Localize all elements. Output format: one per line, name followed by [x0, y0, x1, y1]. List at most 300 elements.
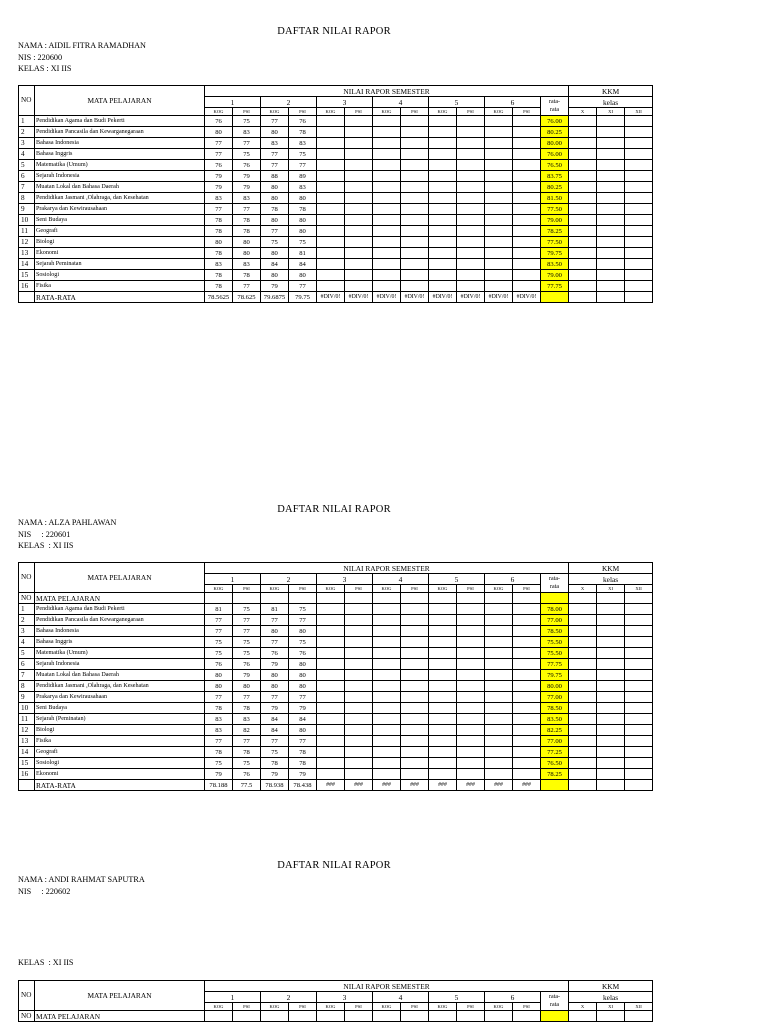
empty-cell: [373, 204, 401, 215]
empty-cell: [289, 593, 317, 604]
average-value: ###: [373, 780, 401, 791]
header-row: [19, 563, 709, 574]
table-row: [19, 648, 709, 659]
empty-cell: [373, 681, 401, 692]
subject-name: Geografi: [35, 226, 205, 237]
empty-cell: [625, 193, 653, 204]
table-row: [19, 138, 709, 149]
empty-cell: [401, 160, 429, 171]
empty-cell: [373, 637, 401, 648]
subject-name: Pendidikan Pancasila dan Kewarganegaraan: [35, 615, 205, 626]
empty-cell: [569, 171, 597, 182]
empty-cell: [19, 780, 35, 791]
semester-number-header: 1: [205, 97, 261, 108]
kkm-class-column-header: XI: [597, 108, 625, 116]
empty-cell: [429, 725, 457, 736]
empty-cell: [625, 226, 653, 237]
row-number: 14: [19, 747, 35, 758]
empty-cell: [373, 160, 401, 171]
empty-cell: [317, 248, 345, 259]
empty-cell: [373, 736, 401, 747]
average-value: 78.188: [205, 780, 233, 791]
empty-cell: [317, 138, 345, 149]
empty-cell: [317, 670, 345, 681]
average-header-line: rata: [550, 584, 560, 590]
grade-cell: 83: [233, 127, 261, 138]
row-number: 5: [19, 648, 35, 659]
empty-cell: [429, 171, 457, 182]
average-cell: 83.50: [541, 259, 569, 270]
table-row: [19, 659, 709, 670]
empty-cell: [373, 758, 401, 769]
average-header-line: rata-: [549, 99, 561, 105]
column-header-subject: MATA PELAJARAN: [35, 563, 205, 593]
average-header-line: rata-: [549, 994, 561, 1000]
empty-cell: [429, 1011, 457, 1022]
student-class-line: KELAS : XI IIS: [18, 958, 74, 967]
empty-cell: [625, 204, 653, 215]
subject-name: Sejarah Indonesia: [35, 171, 205, 182]
grade-cell: 76: [233, 769, 261, 780]
empty-cell: [429, 149, 457, 160]
average-header-line: rata-: [549, 576, 561, 582]
average-value: #DIV/0!: [373, 292, 401, 303]
student-info: [18, 517, 116, 552]
empty-cell: [429, 127, 457, 138]
table-row: [19, 703, 709, 714]
empty-cell: [401, 259, 429, 270]
empty-cell: [513, 725, 541, 736]
subject-name: Bahasa Inggris: [35, 637, 205, 648]
average-cell: 80.00: [541, 681, 569, 692]
semester-number-header: 5: [429, 574, 485, 585]
grade-cell: 79: [205, 182, 233, 193]
average-cell: 75.50: [541, 648, 569, 659]
empty-cell: [457, 116, 485, 127]
empty-cell: [429, 237, 457, 248]
grade-cell: 79: [233, 171, 261, 182]
empty-cell: [513, 659, 541, 670]
empty-cell: [625, 248, 653, 259]
average-header: [541, 992, 569, 1011]
empty-cell: [345, 659, 373, 670]
empty-cell: [429, 604, 457, 615]
empty-cell: [569, 182, 597, 193]
empty-cell: [289, 1011, 317, 1022]
average-value: ###: [513, 780, 541, 791]
average-value: ###: [429, 780, 457, 791]
semester-number-header: 1: [205, 574, 261, 585]
grade-cell: 81: [205, 604, 233, 615]
kkm-class-column-header: XII: [625, 585, 653, 593]
empty-cell: [569, 747, 597, 758]
grade-cell: 77: [233, 736, 261, 747]
table-row: [19, 116, 709, 127]
empty-cell: [317, 193, 345, 204]
subject-name: Matematika (Umum): [35, 648, 205, 659]
average-cell: 77.50: [541, 237, 569, 248]
kkm-class-header: kelas: [569, 97, 653, 108]
psi-header: PSI: [345, 1003, 373, 1011]
empty-cell: [345, 226, 373, 237]
subject-name: Biologi: [35, 725, 205, 736]
empty-cell: [513, 116, 541, 127]
semester-number-header: 5: [429, 97, 485, 108]
grade-cell: 80: [205, 681, 233, 692]
empty-cell: [317, 149, 345, 160]
empty-cell: [429, 692, 457, 703]
empty-cell: [429, 593, 457, 604]
empty-cell: [485, 758, 513, 769]
psi-header: PSI: [289, 585, 317, 593]
empty-cell: [429, 248, 457, 259]
average-cell: 83.50: [541, 714, 569, 725]
repeat-header-subject: MATA PELAJARAN: [35, 593, 205, 604]
table-row: [19, 204, 709, 215]
empty-cell: [513, 160, 541, 171]
empty-cell: [597, 758, 625, 769]
empty-cell: [345, 769, 373, 780]
empty-cell: [373, 593, 401, 604]
empty-cell: [597, 604, 625, 615]
subject-name: Sosiologi: [35, 758, 205, 769]
empty-cell: [373, 270, 401, 281]
empty-cell: [345, 626, 373, 637]
table-row: [19, 692, 709, 703]
empty-cell: [401, 281, 429, 292]
table-row: [19, 248, 709, 259]
empty-cell: [401, 670, 429, 681]
empty-cell: [597, 204, 625, 215]
average-value: ###: [345, 780, 373, 791]
empty-cell: [345, 736, 373, 747]
grade-cell: 79: [289, 703, 317, 714]
row-number: 6: [19, 659, 35, 670]
column-header-subject: MATA PELAJARAN: [35, 981, 205, 1011]
grade-cell: 77: [205, 204, 233, 215]
row-number: 2: [19, 127, 35, 138]
empty-cell: [569, 281, 597, 292]
empty-cell: [429, 182, 457, 193]
grade-cell: 75: [205, 637, 233, 648]
grade-cell: 76: [205, 116, 233, 127]
empty-cell: [457, 604, 485, 615]
empty-cell: [569, 769, 597, 780]
grade-cell: 80: [289, 270, 317, 281]
average-value: 79.75: [289, 292, 317, 303]
empty-cell: [569, 637, 597, 648]
empty-cell: [317, 160, 345, 171]
subject-name: Fisika: [35, 736, 205, 747]
empty-cell: [485, 714, 513, 725]
empty-cell: [429, 758, 457, 769]
semester-number-header: 6: [485, 97, 541, 108]
table-row: [19, 736, 709, 747]
average-value: 78.5625: [205, 292, 233, 303]
average-cell: 78.25: [541, 769, 569, 780]
row-number: 12: [19, 237, 35, 248]
table-row: [19, 149, 709, 160]
empty-cell: [345, 116, 373, 127]
semester-number-header: 2: [261, 992, 317, 1003]
empty-cell: [401, 747, 429, 758]
empty-cell: [485, 736, 513, 747]
table-row: [19, 714, 709, 725]
empty-cell: [485, 171, 513, 182]
empty-cell: [569, 204, 597, 215]
empty-cell: [401, 226, 429, 237]
subject-name: Seni Budaya: [35, 703, 205, 714]
empty-cell: [597, 127, 625, 138]
empty-cell: [317, 615, 345, 626]
empty-cell: [317, 226, 345, 237]
grade-cell: 80: [289, 215, 317, 226]
row-number: 4: [19, 637, 35, 648]
empty-cell: [597, 648, 625, 659]
grade-cell: 77: [261, 637, 289, 648]
grade-cell: 75: [205, 648, 233, 659]
empty-cell: [317, 637, 345, 648]
grade-cell: 77: [261, 736, 289, 747]
subject-name: Ekonomi: [35, 248, 205, 259]
empty-cell: [373, 615, 401, 626]
empty-cell: [513, 626, 541, 637]
subject-name: Pendidikan Jasmani ,Olahraga, dan Kesehatan: [35, 681, 205, 692]
empty-cell: [625, 593, 653, 604]
empty-cell: [317, 1011, 345, 1022]
subject-name: Ekonomi: [35, 769, 205, 780]
empty-cell: [429, 670, 457, 681]
grade-cell: 79: [233, 670, 261, 681]
average-value: ###: [401, 780, 429, 791]
psi-header: PSI: [457, 585, 485, 593]
kog-header: KOG: [429, 108, 457, 116]
empty-cell: [457, 659, 485, 670]
grade-cell: 75: [289, 149, 317, 160]
empty-cell: [513, 193, 541, 204]
empty-cell: [513, 593, 541, 604]
empty-cell: [457, 193, 485, 204]
row-number: 1: [19, 116, 35, 127]
kkm-group-header: KKM: [569, 981, 653, 992]
empty-cell: [485, 182, 513, 193]
empty-cell: [513, 637, 541, 648]
row-number: 16: [19, 281, 35, 292]
empty-cell: [625, 237, 653, 248]
empty-cell: [569, 259, 597, 270]
empty-cell: [317, 725, 345, 736]
psi-header: PSI: [289, 108, 317, 116]
table-row: [19, 725, 709, 736]
empty-cell: [429, 193, 457, 204]
empty-cell: [485, 593, 513, 604]
subject-name: Sejarah (Peminatan): [35, 714, 205, 725]
empty-cell: [317, 758, 345, 769]
grade-cell: 78: [289, 758, 317, 769]
grade-cell: 77: [289, 281, 317, 292]
empty-cell: [569, 681, 597, 692]
empty-cell: [373, 692, 401, 703]
semester-group-header: NILAI RAPOR SEMESTER: [205, 563, 569, 574]
empty-cell: [513, 248, 541, 259]
empty-cell: [401, 215, 429, 226]
empty-cell: [625, 714, 653, 725]
kkm-class-column-header: XII: [625, 108, 653, 116]
empty-cell: [429, 648, 457, 659]
grade-cell: 88: [261, 171, 289, 182]
grade-cell: 84: [289, 714, 317, 725]
grade-cell: 80: [289, 193, 317, 204]
empty-cell: [625, 626, 653, 637]
empty-cell: [597, 670, 625, 681]
table-row: [19, 758, 709, 769]
empty-cell: [261, 593, 289, 604]
average-value: 77.5: [233, 780, 261, 791]
kog-header: KOG: [485, 585, 513, 593]
empty-cell: [345, 692, 373, 703]
empty-cell: [457, 1011, 485, 1022]
average-value: ###: [317, 780, 345, 791]
semester-number-header: 1: [205, 992, 261, 1003]
psi-header: PSI: [513, 585, 541, 593]
empty-cell: [457, 637, 485, 648]
empty-cell: [345, 670, 373, 681]
empty-cell: [401, 182, 429, 193]
empty-cell: [401, 593, 429, 604]
student-info-line: KELAS : XI IIS: [18, 541, 74, 550]
empty-cell: [373, 116, 401, 127]
grade-cell: 83: [289, 182, 317, 193]
kog-header: KOG: [485, 1003, 513, 1011]
grade-cell: 81: [261, 604, 289, 615]
average-value: 79.6875: [261, 292, 289, 303]
grade-cell: 78: [233, 270, 261, 281]
psi-header: PSI: [345, 108, 373, 116]
empty-cell: [373, 659, 401, 670]
average-cell: 81.50: [541, 193, 569, 204]
empty-cell: [625, 780, 653, 791]
empty-cell: [485, 270, 513, 281]
grade-cell: 80: [205, 237, 233, 248]
empty-cell: [597, 237, 625, 248]
empty-cell: [569, 160, 597, 171]
empty-cell: [569, 1011, 597, 1022]
empty-cell: [429, 714, 457, 725]
report-title: DAFTAR NILAI RAPOR: [277, 504, 391, 515]
empty-cell: [597, 270, 625, 281]
empty-cell: [429, 116, 457, 127]
empty-cell: [345, 604, 373, 615]
grade-cell: 78: [205, 281, 233, 292]
kog-header: KOG: [485, 108, 513, 116]
empty-cell: [513, 747, 541, 758]
subject-name: Sosiologi: [35, 270, 205, 281]
empty-cell: [401, 604, 429, 615]
empty-cell: [345, 725, 373, 736]
subject-name: Muatan Lokal dan Bahasa Daerah: [35, 670, 205, 681]
average-cell: 78.00: [541, 604, 569, 615]
empty-cell: [457, 259, 485, 270]
empty-cell: [373, 281, 401, 292]
empty-cell: [373, 138, 401, 149]
empty-cell: [513, 259, 541, 270]
empty-cell: [373, 193, 401, 204]
semester-number-header: 4: [373, 992, 429, 1003]
empty-cell: [457, 714, 485, 725]
empty-cell: [625, 281, 653, 292]
empty-cell: [625, 171, 653, 182]
grade-cell: 78: [233, 747, 261, 758]
average-cell: 77.50: [541, 204, 569, 215]
grade-cell: 80: [289, 725, 317, 736]
table-row: [19, 237, 709, 248]
average-value: 78.625: [233, 292, 261, 303]
row-number: 9: [19, 692, 35, 703]
empty-cell: [317, 659, 345, 670]
empty-cell: [513, 681, 541, 692]
grade-cell: 79: [205, 769, 233, 780]
psi-header: PSI: [345, 585, 373, 593]
repeat-header-no: NO: [19, 593, 35, 604]
empty-cell: [317, 259, 345, 270]
empty-cell: [625, 648, 653, 659]
empty-cell: [345, 248, 373, 259]
empty-cell: [485, 204, 513, 215]
empty-cell: [373, 769, 401, 780]
empty-cell: [429, 659, 457, 670]
grade-cell: 83: [289, 138, 317, 149]
table-row: [19, 215, 709, 226]
student-info: [18, 40, 146, 75]
grade-cell: 75: [233, 648, 261, 659]
empty-cell: [345, 681, 373, 692]
empty-cell: [401, 615, 429, 626]
grade-cell: 83: [205, 193, 233, 204]
grade-cell: 82: [233, 725, 261, 736]
grade-cell: 79: [261, 281, 289, 292]
empty-cell: [485, 648, 513, 659]
empty-cell: [401, 703, 429, 714]
empty-cell: [485, 149, 513, 160]
grade-cell: 78: [289, 204, 317, 215]
empty-cell: [457, 626, 485, 637]
row-number: 4: [19, 149, 35, 160]
grade-cell: 84: [289, 259, 317, 270]
empty-cell: [401, 659, 429, 670]
average-value: #DIV/0!: [457, 292, 485, 303]
empty-cell: [345, 1011, 373, 1022]
empty-cell: [513, 237, 541, 248]
empty-cell: [429, 769, 457, 780]
grade-cell: 75: [261, 237, 289, 248]
kkm-class-column-header: XI: [597, 585, 625, 593]
average-value: #DIV/0!: [429, 292, 457, 303]
empty-cell: [485, 681, 513, 692]
semester-number-header: 2: [261, 574, 317, 585]
empty-cell: [429, 270, 457, 281]
empty-cell: [625, 149, 653, 160]
grade-cell: 77: [233, 281, 261, 292]
grade-cell: 75: [289, 637, 317, 648]
empty-cell: [597, 593, 625, 604]
grade-cell: 77: [233, 615, 261, 626]
average-value: ###: [457, 780, 485, 791]
empty-cell: [597, 248, 625, 259]
grade-cell: 77: [261, 615, 289, 626]
grade-cell: 80: [289, 670, 317, 681]
student-info-line: KELAS : XI IIS: [18, 64, 72, 73]
row-number: 7: [19, 182, 35, 193]
